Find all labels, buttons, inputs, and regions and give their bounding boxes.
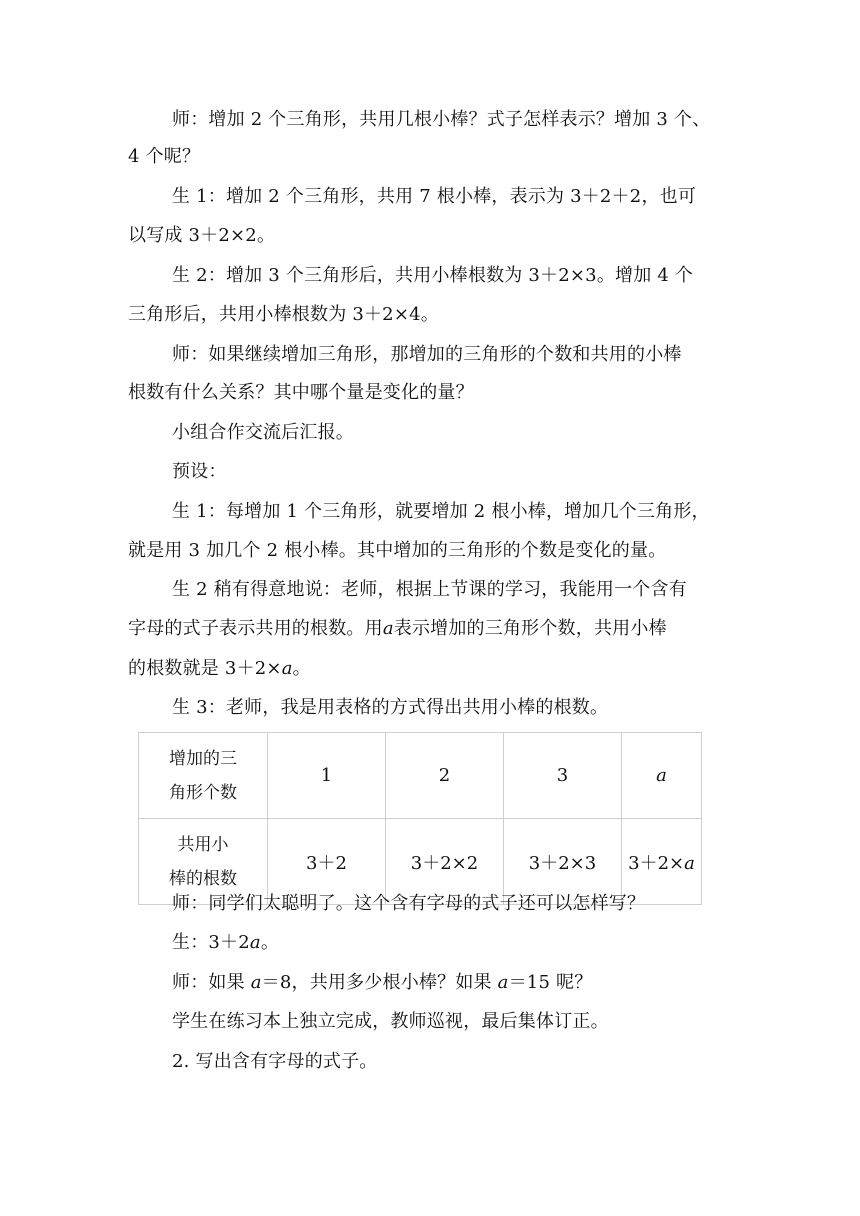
paragraph-line: 三角形后，共用小棒根数为 3＋2×4。 [128,304,439,325]
table-cell: 1 [268,733,386,819]
table-cell: a [622,733,702,819]
paragraph-line: 预设： [172,461,227,482]
paragraph-line: 4 个呢？ [128,146,201,167]
paragraph-line: 生 2：增加 3 个三角形后，共用小棒根数为 3＋2×3。增加 4 个 [172,265,694,286]
text-run: 3＋2× [628,852,685,874]
paragraph-line: 师：增加 2 个三角形，共用几根小棒？式子怎样表示？增加 3 个、 [172,109,711,130]
text-run: 。 [260,932,280,953]
paragraph-line: 以写成 3＋2×2。 [128,225,276,246]
math-variable: a [249,932,261,953]
paragraph-line [172,971,592,995]
paragraph-line: 师：如果继续增加三角形，那增加的三角形的个数和共用的小棒 [172,344,682,365]
row-header-line: 增加的三 [169,748,237,769]
math-variable: a [497,972,509,993]
table-cell: 3＋2×3 [504,819,622,905]
section-heading: 2. 写出含有字母的式子。 [172,1051,378,1072]
sticks-table [138,732,702,905]
row-header-line: 角形个数 [169,782,237,803]
text-run: 字母的式子表示共用的根数。用 [128,618,383,639]
paragraph-line: 生 2 稍有得意地说：老师，根据上节课的学习，我能用一个含有 [172,579,687,600]
table-cell: 3＋2 [268,819,386,905]
paragraph-line [172,931,279,955]
paragraph-line: 学生在练习本上独立完成，教师巡视，最后集体订正。 [172,1011,609,1032]
row-header-line: 棒的根数 [169,868,237,889]
row-header [139,733,268,819]
text-run: 。 [292,658,311,679]
paragraph-line: 生 1：每增加 1 个三角形，就要增加 2 根小棒，增加几个三角形， [172,501,710,522]
text-run: ＝15 呢？ [508,972,593,993]
paragraph-line: 生 3：老师，我是用表格的方式得出共用小棒的根数。 [172,697,609,718]
paragraph-line: 就是用 3 加几个 2 根小棒。其中增加的三角形的个数是变化的量。 [128,540,667,561]
text-run: ＝8，共用多少根小棒？如果 [261,972,498,993]
text-run: 表示增加的三角形个数，共用小棒 [393,618,667,639]
paragraph-line [128,657,311,681]
paragraph-line: 小组合作交流后汇报。 [172,422,354,443]
row-header-line: 共用小 [177,834,229,855]
math-variable: a [382,618,394,639]
text-run: 师：如果 [172,972,251,993]
table-cell: 3 [504,733,622,819]
math-variable: a [281,658,293,679]
table-cell: 3＋2×2 [386,819,504,905]
paragraph-line: 师：同学们太聪明了。这个含有字母的式子还可以怎样写？ [172,893,646,914]
text-run: 生：3＋2 [172,932,250,953]
paragraph-line: 根数有什么关系？其中哪个量是变化的量？ [128,382,474,403]
math-variable: a [250,972,262,993]
text-run: 的根数就是 3＋2× [128,658,282,679]
table-cell: 2 [386,733,504,819]
paragraph-line [128,617,667,641]
paragraph-line: 生 1：增加 2 个三角形，共用 7 根小棒，表示为 3＋2＋2，也可 [172,186,697,207]
math-variable: a [684,852,695,874]
table-row [139,733,702,819]
